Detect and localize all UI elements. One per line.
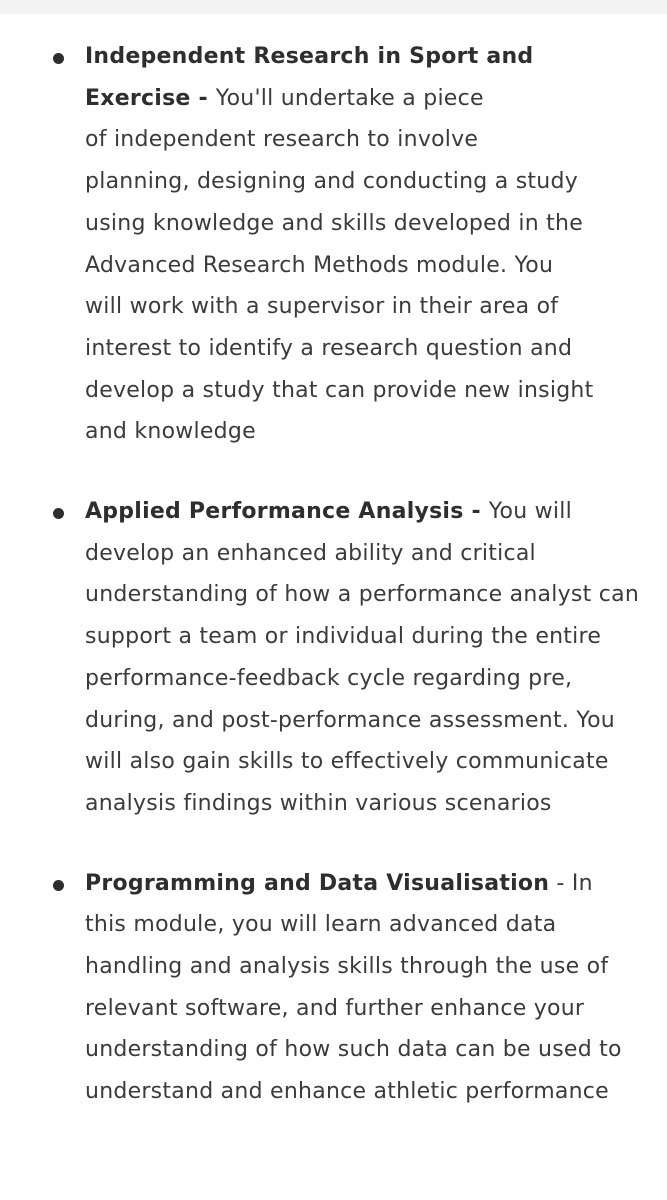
module-list bbox=[0, 36, 667, 1113]
module-title-text: Programming and Data Visualisation bbox=[85, 870, 550, 896]
module-description-line: develop a study that can provide new insight bbox=[85, 377, 594, 403]
top-strip bbox=[0, 0, 667, 14]
module-description-line: You'll undertake a piece bbox=[215, 85, 484, 111]
bullet-icon bbox=[53, 53, 64, 64]
bullet-icon bbox=[53, 508, 64, 519]
module-content bbox=[0, 14, 667, 1200]
module-title bbox=[85, 499, 489, 524]
module-item-independent-research bbox=[0, 36, 667, 453]
module-description-line: will work with a supervisor in their area of bbox=[85, 294, 559, 320]
module-description-line: planning, designing and conducting a study bbox=[85, 169, 578, 195]
module-title-text: Applied Performance Analysis bbox=[85, 499, 464, 525]
module-separator: - bbox=[463, 499, 489, 525]
module-separator: - bbox=[549, 870, 572, 896]
module-description: In this module, you will learn advanced data handling and analysis skills through the use of relevant software, and further enhance your understanding of how such data can be used to understand and enhance athletic performance bbox=[85, 870, 622, 1105]
bullet-icon bbox=[53, 880, 64, 891]
module-item-programming-data-visualisation bbox=[0, 863, 667, 1113]
module-item-applied-performance-analysis bbox=[0, 491, 667, 825]
module-description-line: Advanced Research Methods module. You bbox=[85, 252, 554, 278]
module-description-line: interest to identify a research question and bbox=[85, 335, 573, 361]
module-title bbox=[85, 871, 549, 896]
module-title-text: Independent Research in Sport and Exercise bbox=[85, 44, 534, 111]
module-description-line: and knowledge bbox=[85, 419, 256, 445]
module-description-line: of independent research to involve bbox=[85, 127, 479, 153]
module-description-line: using knowledge and skills developed in the bbox=[85, 210, 584, 236]
module-separator: - bbox=[190, 85, 216, 111]
module-description: You will develop an enhanced ability and critical understanding of how a performance analyst can support a team or individual during the entire performance-feedback cycle regarding pre, during, and post-performance assessment. You will also gain skills to effectively communicate analysis findings within various scenarios bbox=[85, 499, 640, 816]
